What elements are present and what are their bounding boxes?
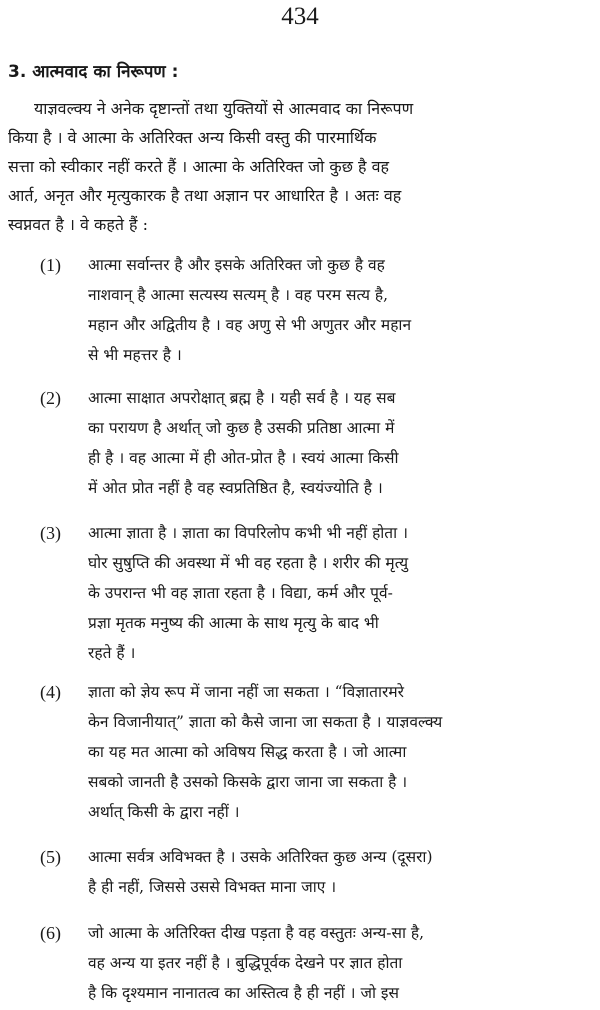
item-number: (2) [40, 388, 61, 408]
item-line: रहते हैं । [88, 644, 136, 662]
item-line: आत्मा ज्ञाता है । ज्ञाता का विपरिलोप कभी भी नहीं होता । [88, 524, 408, 542]
item-number: (1) [40, 255, 61, 275]
item-line: से भी महत्तर है । [88, 346, 182, 364]
item-line: सबको जानती है उसको किसके द्वारा जाना जा सकता है । [88, 773, 408, 791]
item-line: का परायण है अर्थात् जो कुछ है उसकी प्रतिष्ठा आत्मा में [88, 419, 395, 437]
item-line: आत्मा सर्वान्तर है और इसके अतिरिक्त जो कुछ है वह [88, 256, 385, 274]
item-line: आत्मा सर्वत्र अविभक्त है । उसके अतिरिक्त कुछ अन्य (दूसरा) [88, 848, 433, 866]
page-number: 434 [281, 3, 319, 30]
item-line: प्रज्ञा मृतक मनुष्य की आत्मा के साथ मृत्यु के बाद भी [88, 614, 379, 632]
intro-line: स्वप्नवत है । वे कहते हैं : [8, 215, 149, 234]
item-line: घोर सुषुप्ति की अवस्था में भी वह रहता है । शरीर की मृत्यु [88, 554, 409, 572]
item-line: है ही नहीं, जिससे उससे विभक्त माना जाए । [88, 878, 337, 896]
item-line: केन विजानीयात्” ज्ञाता को कैसे जाना जा सकता है । याज्ञवल्क्य [88, 713, 443, 731]
item-text [88, 918, 596, 1008]
item-line: ही है । वह आत्मा में ही ओत-प्रोत है । स्वयं आत्मा किसी [88, 449, 399, 467]
item-line: में ओत प्रोत नहीं है वह स्वप्रतिष्ठित है, स्वयंज्योति है । [88, 479, 383, 497]
item-line: ज्ञाता को ज्ञेय रूप में जाना नहीं जा सकता । “विज्ञातारमरे [88, 683, 404, 701]
item-text [88, 842, 596, 902]
intro-line: आर्त, अनृत और मृत्युकारक है तथा अज्ञान पर आधारित है । अतः वह [8, 186, 402, 205]
item-line: के उपरान्त भी वह ज्ञाता रहता है । विद्या, कर्म और पूर्व- [88, 584, 393, 602]
item-number: (5) [40, 847, 61, 867]
item-text [88, 677, 596, 827]
item-line: महान और अद्वितीय है । वह अणु से भी अणुतर और महान [88, 316, 412, 334]
intro-line: सत्ता को स्वीकार नहीं करते हैं । आत्मा के अतिरिक्त जो कुछ है वह [8, 157, 389, 176]
item-line: वह अन्य या इतर नहीं है । बुद्धिपूर्वक देखने पर ज्ञात होता [88, 954, 403, 972]
item-text [88, 518, 596, 668]
item-line: जो आत्मा के अतिरिक्त दीख पड़ता है वह वस्तुतः अन्य-सा है, [88, 924, 425, 942]
item-number: (6) [40, 923, 61, 943]
item-number: (4) [40, 682, 61, 702]
section-heading: 3. आत्मवाद का निरूपण : [8, 62, 179, 82]
item-line: है कि दृश्यमान नानातत्व का अस्तित्व है ही नहीं । जो इस [88, 984, 400, 1002]
item-line: आत्मा साक्षात अपरोक्षात् ब्रह्म है । यही सर्व है । यह सब [88, 389, 396, 407]
item-text [88, 383, 596, 503]
item-text [88, 250, 596, 370]
item-number: (3) [40, 523, 61, 543]
item-line: अर्थात् किसी के द्वारा नहीं । [88, 803, 240, 821]
item-line: का यह मत आत्मा को अविषय सिद्ध करता है । जो आत्मा [88, 743, 407, 761]
intro-paragraph [8, 94, 593, 239]
intro-line: याज्ञवल्क्य ने अनेक दृष्टान्तों तथा युक्तियों से आत्मवाद का निरूपण [34, 99, 414, 118]
intro-line: किया है । वे आत्मा के अतिरिक्त अन्य किसी वस्तु की पारमार्थिक [8, 128, 377, 147]
item-line: नाशवान् है आत्मा सत्यस्य सत्यम् है । वह परम सत्य है, [88, 286, 389, 304]
